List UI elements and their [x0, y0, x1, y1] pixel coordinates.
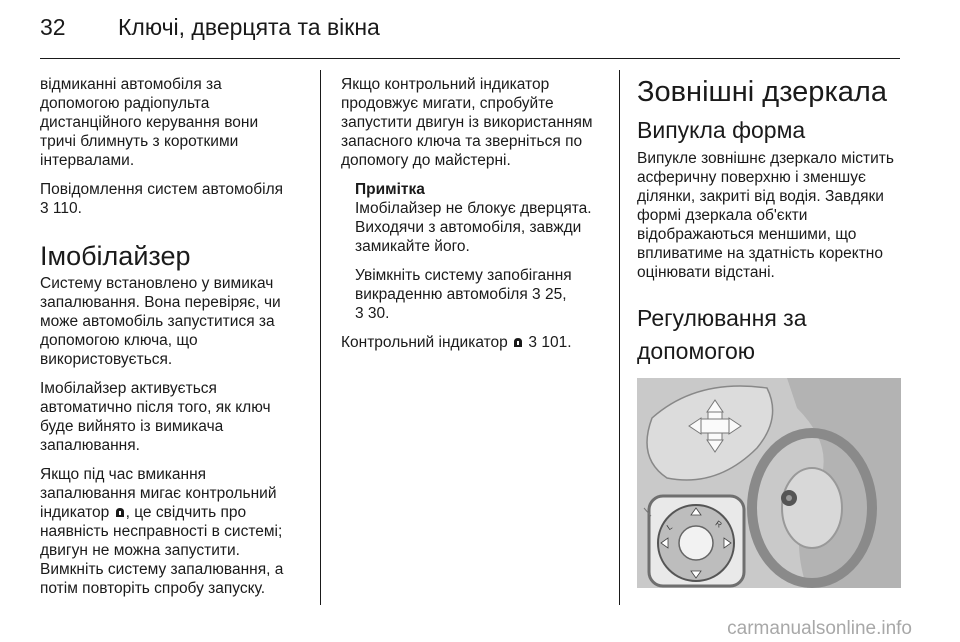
paragraph-immobiliser-system: Систему встановлено у вимикач запалювання. Вона перевіряє, чи може автомобіль запуститися за допомогою ключа, що використовується. — [40, 275, 281, 368]
note-label: Примітка — [355, 181, 425, 198]
vehicle-messages-ref: 3 110. — [40, 200, 82, 217]
antitheft-ref-2: 3 30. — [355, 305, 390, 322]
page-number: 32 — [40, 14, 66, 40]
column-divider-1 — [320, 70, 321, 605]
immobiliser-icon — [512, 336, 524, 348]
mirror-control-drawing — [637, 378, 901, 588]
page-title: Ключі, дверцята та вікна — [118, 14, 380, 40]
paragraph-immobiliser-activation: Імобілайзер активується автоматично після того, як ключ буде вийнято із вимикача запалювання. — [40, 380, 271, 454]
paragraph-vehicle-messages — [40, 180, 310, 218]
paragraph-remote-unlock: відмиканні автомобіля за допомогою радіопульта дистанційного керування вони тричі блимнуть з короткими інтервалами. — [40, 76, 259, 169]
mirror-control-illustration — [637, 378, 901, 588]
subheading-electric-adjust: Регулювання за допомогою — [637, 305, 807, 364]
section-heading-mirrors: Зовнішні дзеркала — [637, 76, 887, 108]
watermark: carmanualsonline.info — [727, 618, 912, 639]
paragraph-indicator-flashing: Якщо контрольний індикатор продовжує мигати, спробуйте запустити двигун із використанням запасного ключа та зверніться по допомогу до майстерні. — [341, 76, 593, 169]
immobiliser-icon — [114, 506, 126, 518]
label-right: R — [713, 518, 724, 530]
indicator-ref-page: 3 101. — [524, 334, 572, 351]
note-paragraph-antitheft — [355, 266, 613, 323]
column-2 — [341, 75, 613, 362]
section-heading-immobiliser: Імобілайзер — [40, 241, 191, 271]
antitheft-ref-1: 3 25, — [532, 286, 567, 303]
label-left: L — [665, 522, 674, 533]
column-1 — [40, 75, 310, 608]
indicator-ref-text: Контрольний індикатор — [341, 334, 513, 351]
header-rule — [40, 58, 900, 59]
warning-text-end: , це свідчить про наявність несправності в системі; двигун не можна запустити. Вимкніть систему запалювання, а потім повторіть спробу запуску. — [40, 504, 284, 597]
paragraph-indicator-ref — [341, 333, 613, 352]
note-block — [355, 180, 613, 323]
antitheft-text: Увімкніть систему запобігання викраденню автомобіля — [355, 267, 572, 303]
paragraph-convex-mirror: Випукле зовнішнє дзеркало містить асферичну поверхню і зменшує ділянки, закриті від водія. Завдяки формі дзеркала об'єкти відображаються меншими, що впливатиме на здатність коректно оцінювати відстані. — [637, 150, 894, 281]
column-3 — [637, 75, 907, 401]
warning-text-start: Якщо під час вмикання запалювання мигає контрольний індикатор — [40, 466, 277, 521]
vehicle-messages-text: Повідомлення систем автомобіля — [40, 181, 284, 198]
column-divider-2 — [619, 70, 620, 605]
paragraph-immobiliser-warning — [40, 465, 310, 598]
note-paragraph-doors: Імобілайзер не блокує дверцята. Виходячи з автомобіля, завжди замикайте його. — [355, 200, 592, 255]
subheading-convex: Випукла форма — [637, 117, 806, 143]
